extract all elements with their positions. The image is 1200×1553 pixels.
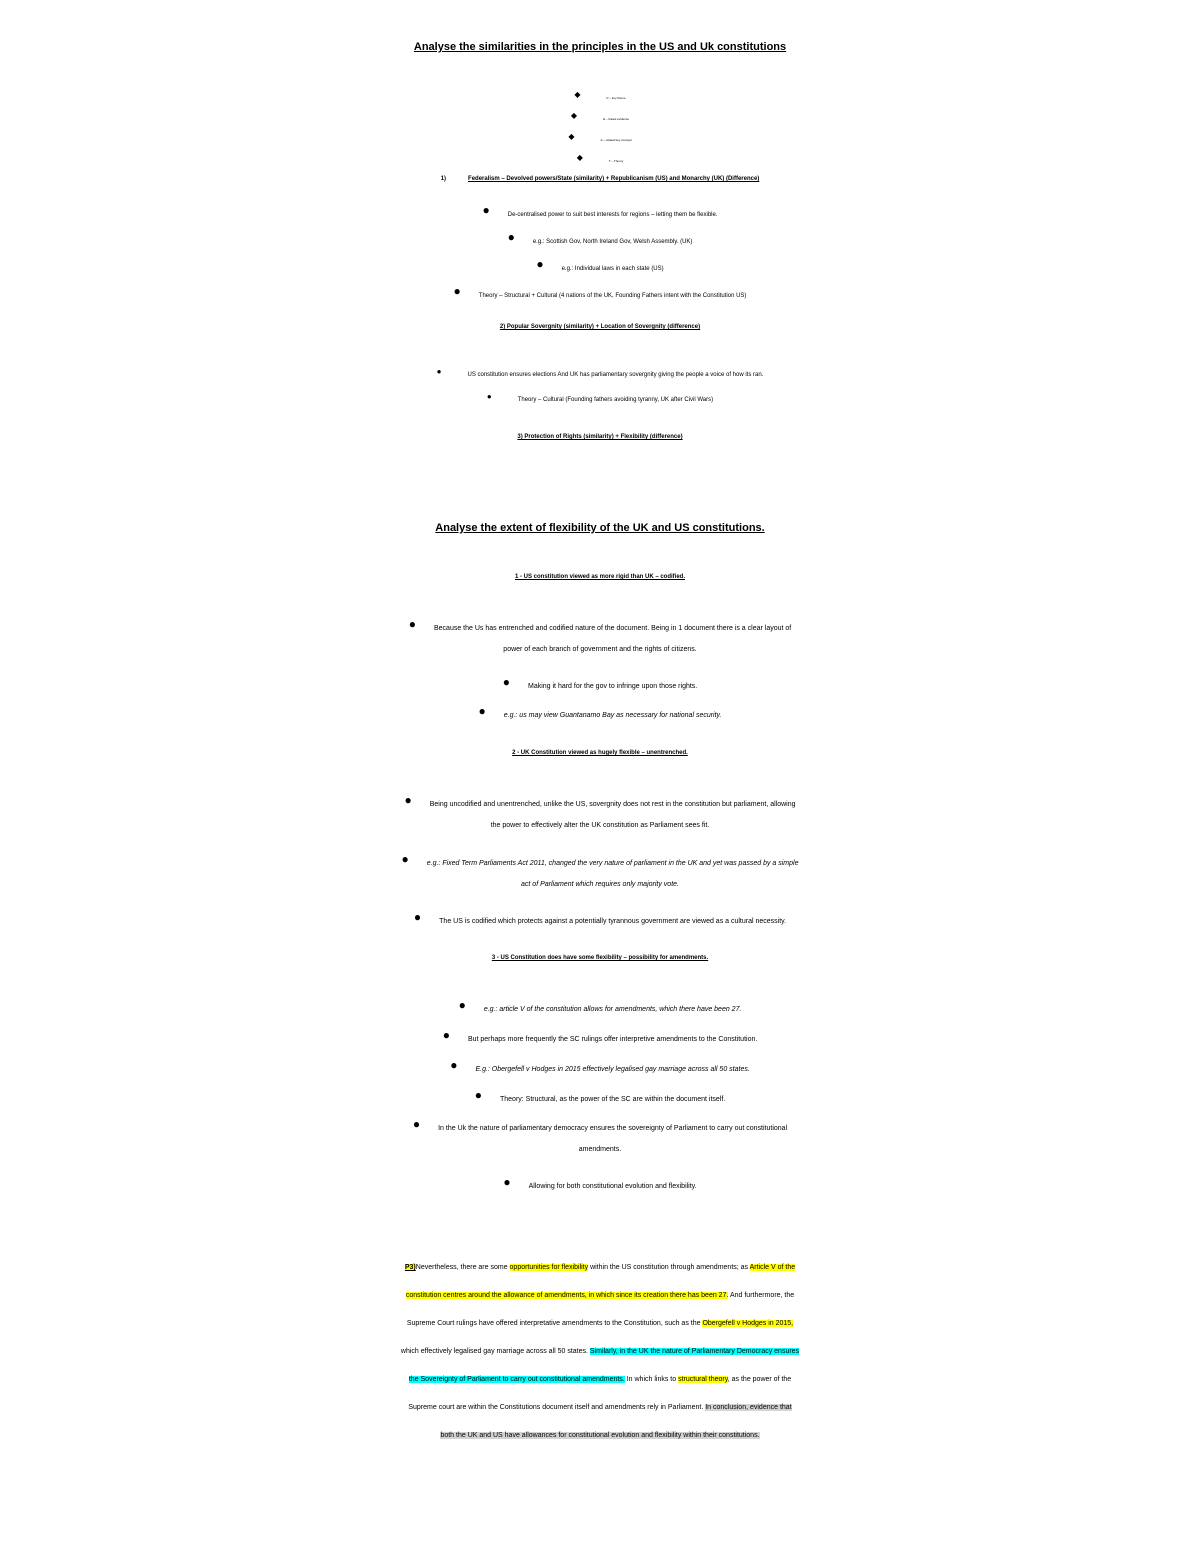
point3-heading: 3) Protection of Rights (similarity) + Flexibility (difference)	[517, 434, 683, 440]
bullet-icon: ●	[482, 203, 490, 217]
list-item: ● Allowing for both constitutional evolution and flexibility.	[503, 1175, 697, 1190]
list-item: ● US constitution ensures elections And UK has parliamentary sovergnity giving the people a voice of how its ran.	[436, 367, 764, 378]
list-item: ● In the Uk the nature of parliamentary democracy ensures the sovereignty of Parliament to carry out constitutional	[412, 1117, 788, 1132]
legend-item: ◆ E – linked evidence	[570, 111, 630, 121]
bullet-icon: ●	[507, 230, 515, 244]
bullet-icon: ◆	[568, 132, 575, 141]
bullet-icon: ◆	[576, 153, 583, 162]
bullet-icon: ●	[536, 257, 544, 271]
bullet-icon: ●	[486, 392, 492, 401]
bullet-icon: ●	[458, 998, 466, 1012]
bullet-icon: ◆	[570, 111, 578, 120]
bullet-icon: ●	[450, 1058, 458, 1072]
paragraph-line: P3)Nevertheless, there are some opportunities for flexibility within the US constitution through amendments; as Article V of the	[404, 1264, 796, 1271]
bullet-icon: ●	[401, 852, 409, 866]
bullet-icon: ●	[412, 1117, 421, 1131]
bullet-icon: ●	[408, 617, 416, 631]
bullet-icon: ●	[453, 284, 461, 298]
paragraph-line: Supreme Court rulings have offered interpretative amendments to the Constitution, such as the Obergefell v Hodges in 2015,	[406, 1320, 794, 1327]
paragraph-label: P3)	[404, 1264, 416, 1271]
paragraph-line: constitution centres around the allowance of amendments, in which since its creation there has been 27. And furthermore, the	[405, 1292, 795, 1299]
point1-heading: 1) Federalism – Devolved powers/State (similarity) + Republicanism (US) and Monarchy (UK) (Difference)	[440, 176, 760, 182]
list-item: ● De-centralised power to suit best interests for regions – letting them be flexible.	[482, 203, 718, 218]
bullet-icon: ●	[442, 1028, 450, 1042]
list-item: ● But perhaps more frequently the SC rulings offer interpretive amendments to the Constitution.	[442, 1028, 758, 1043]
section2-title: Analyse the extent of flexibility of the UK and US constitutions.	[435, 522, 765, 534]
list-item: ● e.g.: us may view Guantanamo Bay as necessary for national security.	[478, 704, 722, 719]
paragraph-line: the Sovereignty of Parliament to carry out constitutional amendments. In which links to structural theory, as the power of the	[408, 1376, 792, 1383]
legend-item: ◆ T – Theory	[576, 153, 624, 163]
list-item: ● Making it hard for the gov to infringe upon those rights.	[502, 675, 698, 690]
paragraph-line: which effectively legalised gay marriage across all 50 states. Similarly, in the UK the nature of Parliamentary Democracy ensures	[400, 1348, 800, 1355]
bullet-icon: ●	[404, 793, 412, 807]
list-item: ● The US is codified which protects against a potentially tyrannous government are viewed as a cultural necessity.	[413, 910, 787, 925]
bullet-icon: ●	[478, 704, 486, 718]
list-item: ● Because the Us has entrenched and codified nature of the document. Being in 1 document there is a clear layout of	[408, 617, 792, 632]
list-item: ● e.g.: article V of the constitution allows for amendments, which there have been 27.	[458, 998, 742, 1013]
list-item: ● Theory – Cultural (Founding fathers avoiding tyranny, UK after Civil Wars)	[486, 392, 714, 403]
list-item-continuation: act of Parliament which requires only majority vote.	[521, 881, 679, 888]
legend-item: ◆ P – key theme	[574, 90, 626, 100]
bullet-icon: ●	[436, 367, 442, 376]
bullet-icon: ◆	[574, 90, 581, 99]
list-item: ● e.g.: Individual laws in each state (US)	[536, 257, 664, 272]
point2-heading: 2) Popular Sovergnity (similarity) + Location of Sovergnity (difference)	[499, 324, 701, 330]
legend-item: ◆ A – related key concept	[568, 132, 632, 142]
list-item: ● Theory – Structural + Cultural (4 nations of the UK, Founding Fathers intent with the Constitution US)	[453, 284, 747, 299]
bullet-icon: ●	[502, 675, 510, 689]
section1-title: Analyse the similarities in the principles in the US and Uk constitutions	[413, 41, 787, 53]
list-item: ● Being uncodified and unentrenched, unlike the US, sovergnity does not rest in the constitution but parliament, allowing	[404, 793, 796, 808]
bullet-icon: ●	[503, 1175, 511, 1189]
paragraph-line: Supreme court are within the Constitutions document itself and amendments rely in Parliament. In conclusion, evidence that	[408, 1404, 792, 1411]
list-item-continuation: the power to effectively alter the UK constitution as Parliament sees fit.	[490, 822, 710, 829]
list-item-continuation: amendments.	[578, 1146, 622, 1153]
list-item: ● e.g.: Scottish Gov, North Ireland Gov, Welsh Assembly. (UK)	[507, 230, 693, 245]
bullet-icon: ●	[413, 910, 422, 924]
list-item: ● E.g.: Obergefell v Hodges in 2015 effectively legalised gay marriage across all 50 states.	[450, 1058, 750, 1073]
list-item-continuation: power of each branch of government and the rights of citizens.	[503, 646, 697, 653]
list-item: ● e.g.: Fixed Term Parliaments Act 2011, changed the very nature of parliament in the UK and yet was passed by a simple	[401, 852, 799, 867]
list-item: ● Theory: Structural, as the power of the SC are within the document itself.	[474, 1088, 726, 1103]
s2-point2-heading: 2 - UK Constitution viewed as hugely flexible – unentrenched.	[512, 750, 688, 756]
s2-point1-heading: 1 - US constitution viewed as more rigid than UK – codified.	[514, 574, 686, 580]
s2-point3-heading: 3 - US Constitution does have some flexibility – possibility for amendments.	[491, 955, 709, 961]
bullet-icon: ●	[474, 1088, 482, 1102]
paragraph-line: both the UK and US have allowances for constitutional evolution and flexibility within their constitutions.	[440, 1432, 760, 1439]
